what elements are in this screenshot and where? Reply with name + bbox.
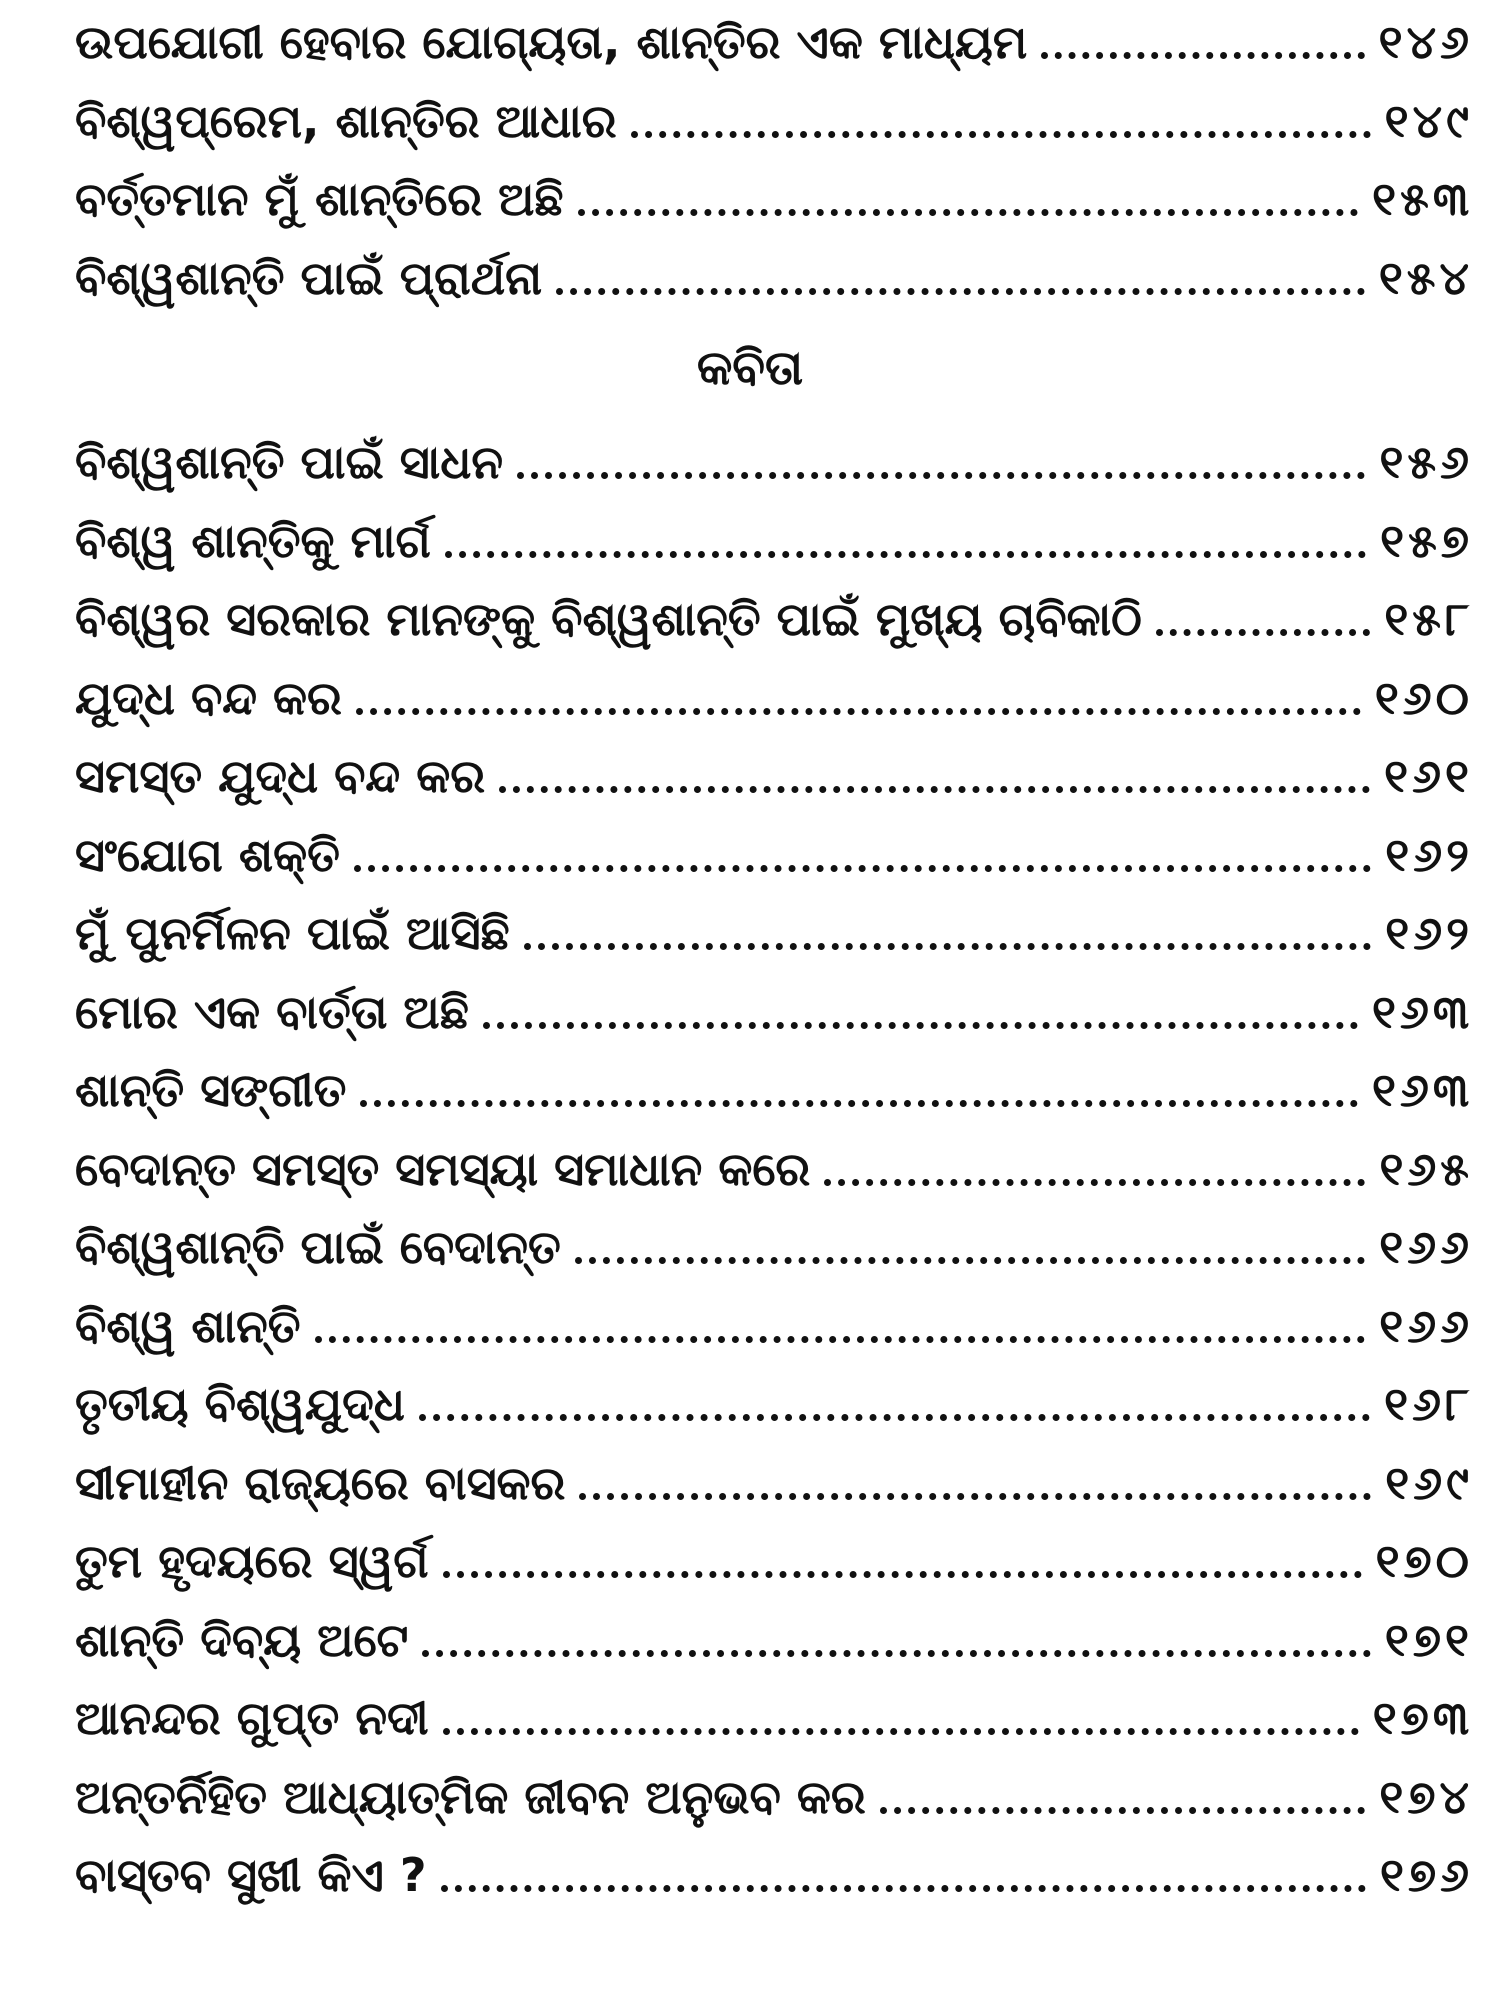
dot-leader bbox=[575, 1257, 1365, 1264]
toc-entry bbox=[75, 428, 1473, 498]
toc-entry-page: ୧୭୬ bbox=[1379, 1848, 1473, 1902]
toc-entry bbox=[75, 8, 1473, 78]
toc-entry bbox=[75, 585, 1473, 655]
toc-entry bbox=[75, 1841, 1473, 1911]
toc-entry-title: ତୁମ ହୃଦୟରେ ସ୍ୱର୍ଗ bbox=[75, 1534, 429, 1588]
toc-entry-title: ବାସ୍ତବ ସୁଖୀ କିଏ ? bbox=[75, 1848, 427, 1902]
toc-entry-page: ୧୫୮ bbox=[1384, 592, 1473, 646]
toc-entry-page: ୧୭୦ bbox=[1375, 1534, 1473, 1588]
toc-entry-page: ୧୬୫ bbox=[1379, 1142, 1473, 1196]
toc-entry-page: ୧୬୦ bbox=[1374, 671, 1473, 725]
dot-leader bbox=[441, 1885, 1366, 1892]
dot-leader bbox=[315, 1336, 1366, 1343]
toc-entry-title: ବିଶ୍ୱଶାନ୍ତି ପାଇଁ ସାଧନ bbox=[75, 435, 504, 489]
dot-leader bbox=[499, 786, 1370, 793]
dot-leader bbox=[524, 943, 1372, 950]
toc-entry-title: ଶାନ୍ତି ଦିବ୍ୟ ଅଟେ bbox=[75, 1613, 409, 1667]
toc-entry bbox=[75, 821, 1473, 891]
dot-leader bbox=[356, 708, 1361, 715]
dot-leader bbox=[1041, 52, 1364, 59]
dot-leader bbox=[422, 1650, 1370, 1657]
toc-entry bbox=[75, 244, 1473, 314]
dot-leader bbox=[578, 209, 1359, 216]
dot-leader bbox=[483, 1022, 1358, 1029]
toc-entry-page: ୧୫୬ bbox=[1379, 435, 1473, 489]
toc-entry-title: ସଂଯୋଗ ଶକ୍ତି bbox=[75, 828, 340, 882]
toc-entry-page: ୧୫୭ bbox=[1380, 514, 1473, 568]
toc-entry-title: ଶାନ୍ତି ସଙ୍ଗୀତ bbox=[75, 1063, 347, 1117]
toc-entry-page: ୧୭୪ bbox=[1379, 1770, 1473, 1824]
toc-entry bbox=[75, 1527, 1473, 1597]
toc-entry-page: ୧୭୧ bbox=[1384, 1613, 1473, 1667]
toc-entry-page: ୧୬୬ bbox=[1379, 1220, 1473, 1274]
toc-entry bbox=[75, 1056, 1473, 1126]
toc-entry-page: ୧୫୩ bbox=[1372, 172, 1473, 226]
toc-entry bbox=[75, 507, 1473, 577]
toc-entry-page: ୧୪୬ bbox=[1378, 15, 1473, 69]
toc-entry bbox=[75, 1684, 1473, 1754]
toc-entry bbox=[75, 1606, 1473, 1676]
toc-entry-page: ୧୭୩ bbox=[1372, 1691, 1473, 1745]
dot-leader bbox=[443, 1728, 1359, 1735]
toc-entry-title: ବିଶ୍ୱପ୍ରେମ, ଶାନ୍ତିର ଆଧାର bbox=[75, 94, 617, 148]
toc-entry bbox=[75, 1292, 1473, 1362]
toc-entry-page: ୧୬୩ bbox=[1371, 1063, 1473, 1117]
toc-entry-title: ଯୁଦ୍ଧ ବନ୍ଦ କର bbox=[75, 671, 342, 725]
toc-entry-page: ୧୬୨ bbox=[1385, 828, 1473, 882]
toc-entry bbox=[75, 899, 1473, 969]
dot-leader bbox=[445, 551, 1366, 558]
toc-entry-page: ୧୬୧ bbox=[1384, 749, 1473, 803]
toc-entry-title: ବିଶ୍ୱଶାନ୍ତି ପାଇଁ ବେଦାନ୍ତ bbox=[75, 1220, 561, 1274]
toc-entry-page: ୧୫୪ bbox=[1378, 251, 1473, 305]
toc-entry bbox=[75, 1135, 1473, 1205]
toc-entry bbox=[75, 1370, 1473, 1440]
toc-entry bbox=[75, 87, 1473, 157]
toc-entry-title: ଆନନ୍ଦର ଗୁପ୍ତ ନଦୀ bbox=[75, 1691, 429, 1745]
dot-leader bbox=[1156, 629, 1370, 636]
dot-leader bbox=[443, 1571, 1362, 1578]
toc-entry bbox=[75, 1213, 1473, 1283]
dot-leader bbox=[360, 1100, 1358, 1107]
toc-entry bbox=[75, 664, 1473, 734]
toc-entry-title: ଅନ୍ତର୍ନିହିତ ଆଧ୍ୟାତ୍ମିକ ଜୀବନ ଅନୁଭବ କର bbox=[75, 1770, 866, 1824]
toc-entry-title: ବର୍ତ୍ତମାନ ମୁଁ ଶାନ୍ତିରେ ଅଛି bbox=[75, 172, 564, 226]
section-heading-poems: କବିତା bbox=[696, 340, 804, 396]
dot-leader bbox=[631, 131, 1371, 138]
toc-entry-page: ୧୬୬ bbox=[1379, 1299, 1473, 1353]
toc-entry bbox=[75, 165, 1473, 235]
toc-entry bbox=[75, 742, 1473, 812]
dot-leader bbox=[556, 288, 1365, 295]
toc-entry-title: ମୋର ଏକ ବାର୍ତ୍ତା ଅଛି bbox=[75, 985, 469, 1039]
dot-leader bbox=[354, 865, 1371, 872]
toc-entry-title: ବିଶ୍ୱର ସରକାର ମାନଙ୍କୁ ବିଶ୍ୱଶାନ୍ତି ପାଇଁ ମୁଖ୍ୟ ଚାବିକାଠି bbox=[75, 592, 1142, 646]
toc-entry-title: ବିଶ୍ୱ ଶାନ୍ତିକୁ ମାର୍ଗ bbox=[75, 514, 431, 568]
toc-entry-page: ୧୬୯ bbox=[1385, 1456, 1473, 1510]
toc-entry bbox=[75, 978, 1473, 1048]
toc-entry-page: ୧୬୨ bbox=[1385, 906, 1473, 960]
dot-leader bbox=[579, 1493, 1371, 1500]
toc-entry-title: ବିଶ୍ୱଶାନ୍ତି ପାଇଁ ପ୍ରାର୍ଥନା bbox=[75, 251, 543, 305]
toc-entry-title: ମୁଁ ପୁନର୍ମିଳନ ପାଇଁ ଆସିଛି bbox=[75, 906, 510, 960]
toc-entry-title: ବିଶ୍ୱ ଶାନ୍ତି bbox=[75, 1299, 301, 1353]
toc-entry-title: ଉପଯୋଗୀ ହେବାର ଯୋଗ୍ୟତା, ଶାନ୍ତିର ଏକ ମାଧ୍ୟମ bbox=[75, 15, 1028, 69]
toc-entry-title: ବେଦାନ୍ତ ସମସ୍ତ ସମସ୍ୟା ସମାଧାନ କରେ bbox=[75, 1142, 811, 1196]
toc-entry bbox=[75, 1763, 1473, 1833]
toc-entry-page: ୧୬୮ bbox=[1384, 1377, 1473, 1431]
dot-leader bbox=[419, 1414, 1370, 1421]
toc-entry-page: ୧୬୩ bbox=[1371, 985, 1473, 1039]
toc-entry-title: ସୀମାହୀନ ରାଜ୍ୟରେ ବାସକର bbox=[75, 1456, 566, 1510]
toc-entry-title: ତୃତୀୟ ବିଶ୍ୱଯୁଦ୍ଧ bbox=[75, 1377, 405, 1431]
dot-leader bbox=[517, 472, 1365, 479]
dot-leader bbox=[880, 1807, 1366, 1814]
toc-entry-page: ୧୪୯ bbox=[1384, 94, 1473, 148]
dot-leader bbox=[824, 1179, 1365, 1186]
toc-entry-title: ସମସ୍ତ ଯୁଦ୍ଧ ବନ୍ଦ କର bbox=[75, 749, 486, 803]
toc-entry bbox=[75, 1449, 1473, 1519]
